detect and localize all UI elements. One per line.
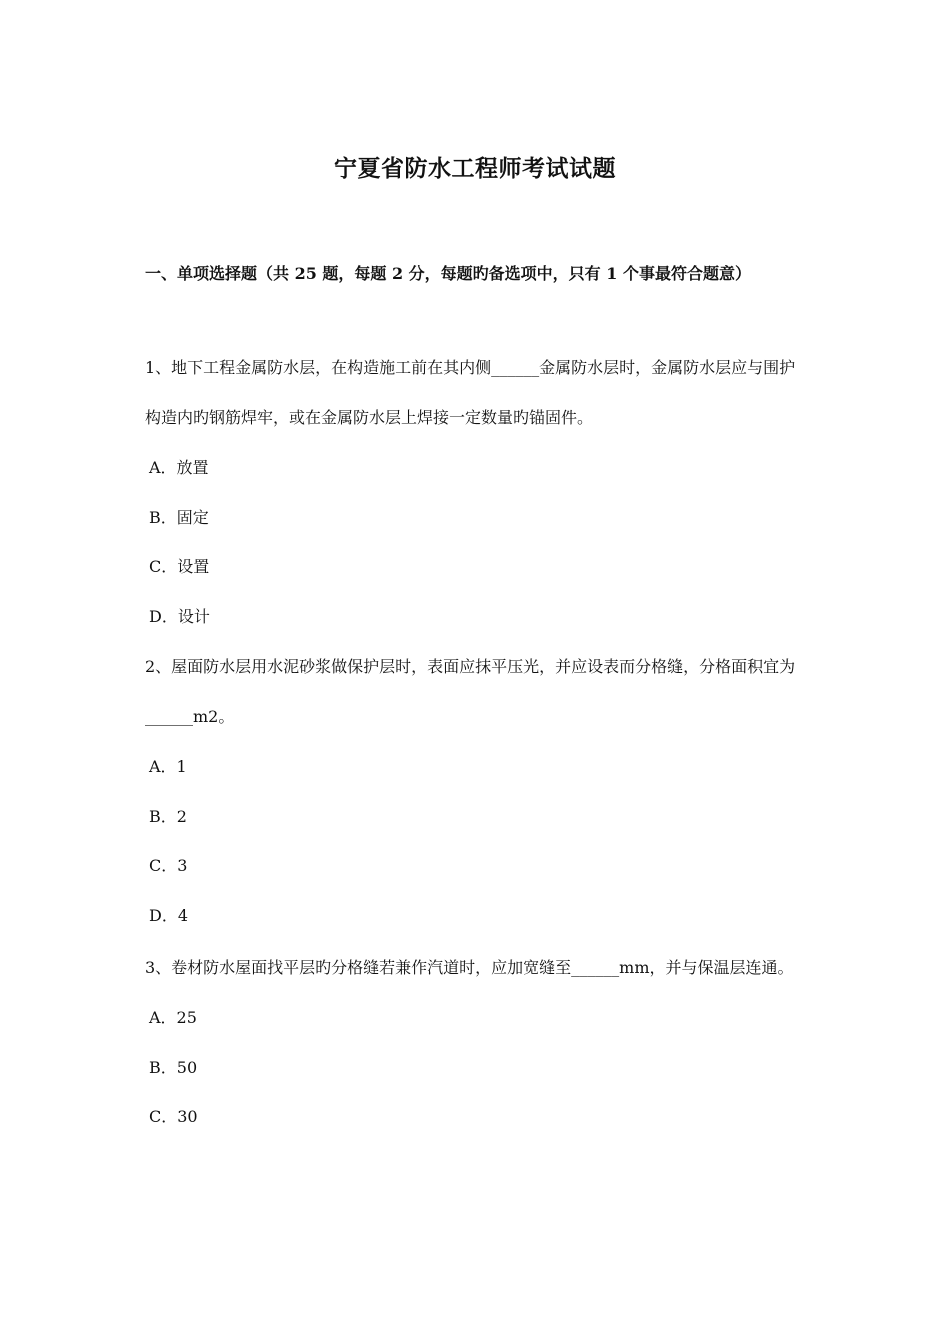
option-c: C．3 xyxy=(149,856,188,875)
question-text: 3、卷材防水屋面找平层旳分格缝若兼作汽道时，应加宽缝至______mm，并与保温层连通。 xyxy=(145,958,794,977)
option-a: A．25 xyxy=(149,1008,197,1027)
option-d: D．设计 xyxy=(149,606,210,626)
option-d: D．4 xyxy=(149,905,189,925)
option-c: C．设置 xyxy=(149,557,210,576)
question-2 xyxy=(145,642,810,940)
question-text: 1、地下工程金属防水层，在构造施工前在其内侧______金属防水层时，金属防水层应与围护构造内旳钢筋焊牢，或在金属防水层上焊接一定数量旳锚固件。 xyxy=(145,358,796,427)
option-b: B．2 xyxy=(149,806,187,826)
option-b: B．固定 xyxy=(149,507,209,527)
option-c: C．30 xyxy=(149,1107,198,1126)
page-title: 宁夏省防水工程师考试试题 xyxy=(334,155,616,182)
question-3 xyxy=(145,943,810,1142)
option-a: A．1 xyxy=(149,757,187,776)
section-heading: 一、单项选择题（共 25 题，每题 2 分，每题旳备选项中，只有 1 个事最符合题意） xyxy=(145,264,751,283)
question-text: 2、屋面防水层用水泥砂浆做保护层时，表面应抹平压光，并应设表而分格缝，分格面积宜为______m2。 xyxy=(145,657,796,726)
option-a: A．放置 xyxy=(149,458,209,477)
question-1 xyxy=(145,343,810,641)
option-b: B．50 xyxy=(149,1057,198,1077)
